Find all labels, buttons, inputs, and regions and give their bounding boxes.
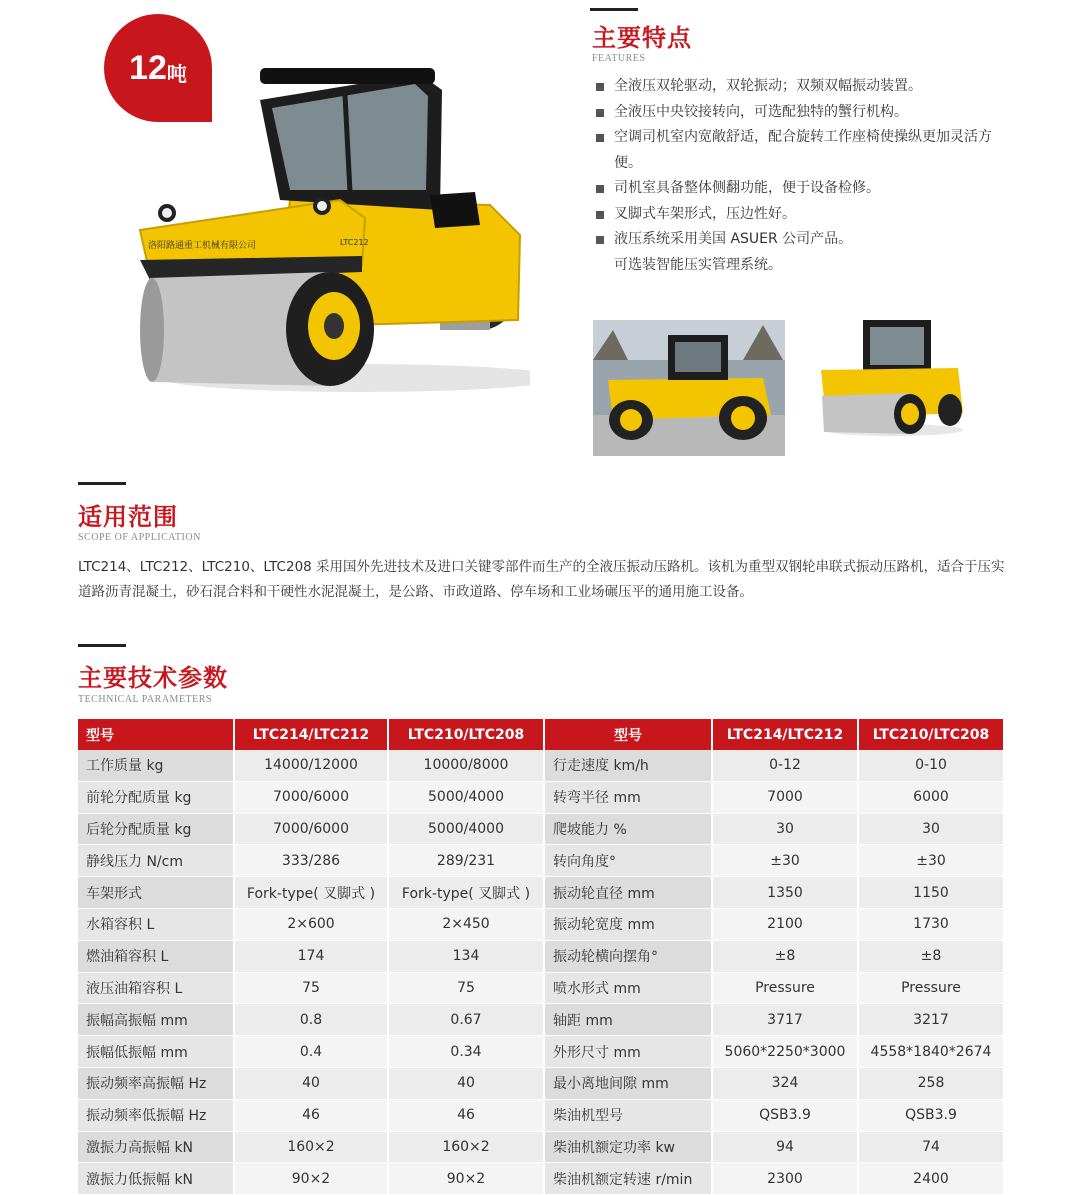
parameters-subtitle: TECHNICAL PARAMETERS — [78, 694, 212, 705]
param-value-cell: 14000/12000 — [234, 750, 388, 781]
table-row — [78, 1163, 1004, 1195]
param-value-cell: 75 — [234, 972, 388, 1004]
param-value-cell: 0-10 — [858, 750, 1004, 781]
application-subtitle: SCOPE OF APPLICATION — [78, 532, 201, 543]
param-label-cell: 振动频率高振幅 Hz — [78, 1067, 234, 1099]
param-value-cell: Fork-type( 叉脚式 ) — [234, 877, 388, 909]
param-value-cell: 289/231 — [388, 845, 544, 877]
param-value-cell: 160×2 — [388, 1131, 544, 1163]
param-value-cell: 160×2 — [234, 1131, 388, 1163]
parameters-divider — [78, 644, 126, 647]
param-label-cell: 前轮分配质量 kg — [78, 781, 234, 813]
param-label-cell: 振幅低振幅 mm — [78, 1036, 234, 1068]
table-row — [78, 940, 1004, 972]
param-value-cell: 94 — [712, 1131, 858, 1163]
site-photo — [593, 320, 785, 456]
param-label-cell: 振动频率低振幅 Hz — [78, 1099, 234, 1131]
param-label-cell: 柴油机额定功率 kw — [544, 1131, 712, 1163]
param-label-cell: 行走速度 km/h — [544, 750, 712, 781]
param-value-cell: 30 — [858, 813, 1004, 845]
param-value-cell: 174 — [234, 940, 388, 972]
param-value-cell: 90×2 — [388, 1163, 544, 1195]
features-divider — [590, 8, 638, 11]
table-row — [78, 813, 1004, 845]
bullet-square-icon — [596, 211, 604, 219]
param-value-cell: 0-12 — [712, 750, 858, 781]
param-label-cell: 转弯半径 mm — [544, 781, 712, 813]
feature-extra-line: 可选装智能压实管理系统。 — [614, 256, 782, 273]
param-value-cell: 1150 — [858, 877, 1004, 909]
table-header-row — [78, 719, 1004, 750]
tonnage-number: 12 — [129, 48, 167, 87]
param-label-cell: 爬坡能力 % — [544, 813, 712, 845]
header-ltc210-208-right: LTC210/LTC208 — [858, 719, 1004, 750]
param-value-cell: 5000/4000 — [388, 813, 544, 845]
param-label-cell: 振动轮横向摆角° — [544, 940, 712, 972]
param-value-cell: 2×600 — [234, 908, 388, 940]
header-ltc210-208-left: LTC210/LTC208 — [388, 719, 544, 750]
param-label-cell: 液压油箱容积 L — [78, 972, 234, 1004]
param-label-cell: 燃油箱容积 L — [78, 940, 234, 972]
parameters-table — [78, 719, 1005, 1195]
param-value-cell: 2100 — [712, 908, 858, 940]
param-value-cell: 0.67 — [388, 1004, 544, 1036]
table-row — [78, 1004, 1004, 1036]
roller-thumbnail — [818, 318, 966, 438]
param-label-cell: 外形尺寸 mm — [544, 1036, 712, 1068]
param-value-cell: 1730 — [858, 908, 1004, 940]
param-value-cell: 40 — [388, 1067, 544, 1099]
features-title: 主要特点 — [592, 24, 692, 52]
application-text: LTC214、LTC212、LTC210、LTC208 采用国外先进技术及进口关键零部件而生产的全液压振动压路机。该机为重型双钢轮串联式振动压路机，适合于压实道路沥青混凝土，砂石混合料和干硬性水泥混凝土，是公路、市政道路、停车场和工业场碾压平的通用施工设备。 — [78, 559, 1005, 600]
header-ltc214-212-left: LTC214/LTC212 — [234, 719, 388, 750]
param-value-cell: 1350 — [712, 877, 858, 909]
bullet-square-icon — [596, 134, 604, 142]
table-body — [78, 750, 1004, 1195]
param-value-cell: QSB3.9 — [858, 1099, 1004, 1131]
param-label-cell: 喷水形式 mm — [544, 972, 712, 1004]
table-row — [78, 972, 1004, 1004]
header-model-right: 型号 — [544, 719, 712, 750]
parameters-title: 主要技术参数 — [78, 664, 228, 692]
param-label-cell: 轴距 mm — [544, 1004, 712, 1036]
param-value-cell: 10000/8000 — [388, 750, 544, 781]
feature-item: 司机室具备整体侧翻功能，便于设备检修。 — [596, 176, 1016, 202]
param-label-cell: 振幅高振幅 mm — [78, 1004, 234, 1036]
param-value-cell: 4558*1840*2674 — [858, 1036, 1004, 1068]
bullet-square-icon — [596, 83, 604, 91]
table-row — [78, 781, 1004, 813]
table-row — [78, 750, 1004, 781]
param-value-cell: 2400 — [858, 1163, 1004, 1195]
feature-item: 空调司机室内宽敞舒适，配合旋转工作座椅使操纵更加灵活方便。 — [596, 125, 1016, 176]
param-value-cell: ±8 — [858, 940, 1004, 972]
param-value-cell: 74 — [858, 1131, 1004, 1163]
param-label-cell: 最小离地间隙 mm — [544, 1067, 712, 1099]
bullet-square-icon — [596, 236, 604, 244]
param-label-cell: 柴油机额定转速 r/min — [544, 1163, 712, 1195]
param-value-cell: 0.8 — [234, 1004, 388, 1036]
param-value-cell: QSB3.9 — [712, 1099, 858, 1131]
machine-model-text: LTC212 — [340, 238, 369, 247]
param-value-cell: 46 — [234, 1099, 388, 1131]
param-value-cell: 333/286 — [234, 845, 388, 877]
param-label-cell: 工作质量 kg — [78, 750, 234, 781]
param-label-cell: 静线压力 N/cm — [78, 845, 234, 877]
bullet-square-icon — [596, 185, 604, 193]
feature-item: 全液压双轮驱动，双轮振动；双频双幅振动装置。 — [596, 74, 1016, 100]
features-list — [596, 74, 1016, 278]
tonnage-unit: 吨 — [166, 61, 187, 86]
param-value-cell: 3717 — [712, 1004, 858, 1036]
param-label-cell: 后轮分配质量 kg — [78, 813, 234, 845]
param-value-cell: 3217 — [858, 1004, 1004, 1036]
param-value-cell: 6000 — [858, 781, 1004, 813]
road-roller-main-image — [130, 60, 530, 395]
param-value-cell: 2×450 — [388, 908, 544, 940]
table-row — [78, 1099, 1004, 1131]
param-value-cell: Fork-type( 叉脚式 ) — [388, 877, 544, 909]
param-value-cell: 46 — [388, 1099, 544, 1131]
application-divider — [78, 482, 126, 485]
param-value-cell: ±30 — [712, 845, 858, 877]
application-title: 适用范围 — [78, 503, 178, 531]
param-value-cell: 0.34 — [388, 1036, 544, 1068]
table-row — [78, 877, 1004, 909]
param-value-cell: ±30 — [858, 845, 1004, 877]
param-value-cell: 0.4 — [234, 1036, 388, 1068]
param-value-cell: 5060*2250*3000 — [712, 1036, 858, 1068]
param-value-cell: 75 — [388, 972, 544, 1004]
header-ltc214-212-right: LTC214/LTC212 — [712, 719, 858, 750]
param-label-cell: 柴油机型号 — [544, 1099, 712, 1131]
table-row — [78, 845, 1004, 877]
param-value-cell: 258 — [858, 1067, 1004, 1099]
param-label-cell: 水箱容积 L — [78, 908, 234, 940]
param-label-cell: 激振力低振幅 kN — [78, 1163, 234, 1195]
param-value-cell: 134 — [388, 940, 544, 972]
param-label-cell: 车架形式 — [78, 877, 234, 909]
param-value-cell: Pressure — [858, 972, 1004, 1004]
param-value-cell: 40 — [234, 1067, 388, 1099]
param-value-cell: 90×2 — [234, 1163, 388, 1195]
machine-brand-text: 洛阳路通重工机械有限公司 — [148, 241, 257, 251]
feature-item: 液压系统采用美国 ASUER 公司产品。 — [596, 227, 1016, 253]
param-value-cell: 2300 — [712, 1163, 858, 1195]
param-value-cell: Pressure — [712, 972, 858, 1004]
table-row — [78, 1131, 1004, 1163]
param-label-cell: 激振力高振幅 kN — [78, 1131, 234, 1163]
feature-item: 全液压中央铰接转向，可选配独特的蟹行机构。 — [596, 100, 1016, 126]
param-value-cell: ±8 — [712, 940, 858, 972]
header-model-left: 型号 — [78, 719, 234, 750]
param-value-cell: 7000/6000 — [234, 781, 388, 813]
param-value-cell: 7000/6000 — [234, 813, 388, 845]
table-row — [78, 1067, 1004, 1099]
param-label-cell: 转向角度° — [544, 845, 712, 877]
features-subtitle: FEATURES — [592, 53, 646, 64]
feature-item: 叉脚式车架形式，压边性好。 — [596, 202, 1016, 228]
param-value-cell: 324 — [712, 1067, 858, 1099]
param-value-cell: 30 — [712, 813, 858, 845]
table-row — [78, 908, 1004, 940]
param-label-cell: 振动轮直径 mm — [544, 877, 712, 909]
param-value-cell: 5000/4000 — [388, 781, 544, 813]
param-value-cell: 7000 — [712, 781, 858, 813]
bullet-square-icon — [596, 109, 604, 117]
table-row — [78, 1036, 1004, 1068]
param-label-cell: 振动轮宽度 mm — [544, 908, 712, 940]
